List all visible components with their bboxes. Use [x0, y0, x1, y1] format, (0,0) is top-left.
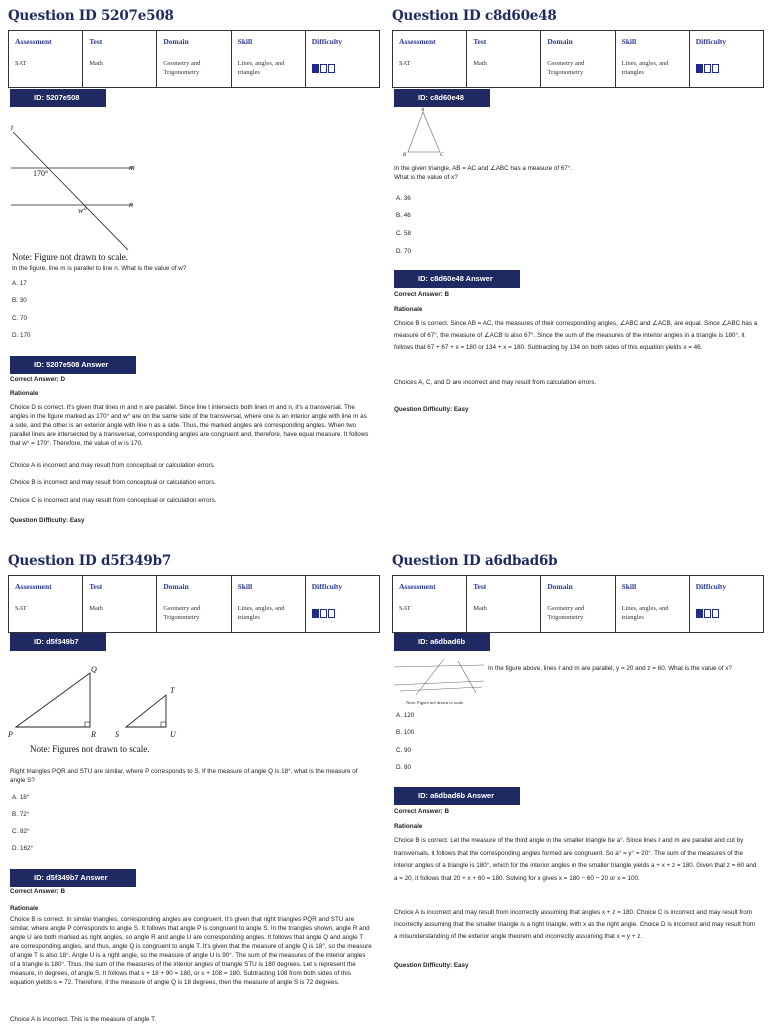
meta-header-skill: Skill: [621, 582, 637, 591]
choice-explanation: Choice A is incorrect. This is the measure of angle T.: [10, 1016, 157, 1023]
answer-id-bar: ID: a6dbad6b Answer: [394, 787, 520, 805]
meta-table: [8, 30, 380, 88]
difficulty-meter-icon: [696, 604, 720, 621]
question-title: Question ID 5207e508: [8, 8, 174, 24]
choice-explanation: Choices A, C, and D are incorrect and may result from calculation errors.: [394, 379, 597, 386]
meta-domain: Geometry and Trigonometry: [163, 605, 201, 621]
question-text: In the figure, line m is parallel to line n. What is the value of w?: [12, 265, 187, 272]
question-difficulty: Question Difficulty: Easy: [10, 517, 85, 524]
answer-option: A. 17: [12, 280, 27, 287]
answer-option: A. 120: [396, 712, 415, 719]
rationale-text: Choice B is correct. Let the measure of the third angle in the smaller triangle be a°. Since lines ℓ and m are parallel and cut by transversals, it follows that the corresponding angles formed are congruent. So a° = y° = 20°. The sum of the measures of the interior angles of a triangle is 180°, which for the interior angles in the smaller triangle yields a + x + z = 180. Given that z = 60 and a = 20, it follows that 20 + x + 60 = 180. Solving for x gives x = 180 − 60 − 20 or x = 100.: [394, 837, 757, 882]
similar-triangles-figure: [8, 665, 188, 740]
question-text: In the given triangle, AB = AC and ∠ABC has a measure of 67°. What is the value of x?: [394, 165, 573, 181]
label-a: A: [421, 108, 425, 113]
rationale-heading: Rationale: [394, 823, 423, 830]
question-difficulty: Question Difficulty: Easy: [394, 406, 469, 413]
meta-test: Math: [89, 605, 103, 612]
meta-skill: Lines, angles, and triangles: [237, 605, 285, 621]
label-p: P: [8, 730, 13, 739]
answer-option: D. 170: [12, 332, 31, 339]
answer-id-bar: ID: 5207e508 Answer: [10, 356, 136, 374]
meta-assessment: SAT: [399, 605, 411, 612]
label-b: B: [403, 153, 407, 158]
question-card: [8, 0, 384, 512]
question-id-bar: ID: 5207e508: [10, 89, 106, 107]
meta-test: Math: [473, 60, 487, 67]
meta-header-domain: Domain: [163, 582, 189, 591]
question-card: [8, 545, 384, 1024]
question-difficulty: Question Difficulty: Easy: [394, 962, 469, 969]
label-q: Q: [91, 665, 97, 674]
correct-answer: Correct Answer: B: [394, 291, 450, 298]
meta-header-domain: Domain: [547, 582, 573, 591]
meta-test: Math: [89, 60, 103, 67]
answer-option: B. 72°: [12, 811, 30, 818]
rationale-heading: Rationale: [10, 905, 39, 912]
rationale-heading: Rationale: [394, 306, 423, 313]
meta-header-difficulty: Difficulty: [695, 37, 727, 46]
answer-option: B. 46: [396, 212, 411, 219]
correct-answer: Correct Answer: B: [394, 808, 450, 815]
label-m: m: [129, 163, 135, 172]
label-s: S: [115, 730, 119, 739]
label-angle-170: 170°: [33, 169, 49, 178]
meta-header-test: Test: [89, 582, 103, 591]
meta-header-difficulty: Difficulty: [311, 37, 343, 46]
rationale-heading: Rationale: [10, 390, 39, 397]
question-title: Question ID d5f349b7: [8, 553, 172, 569]
meta-skill: Lines, angles, and triangles: [621, 605, 669, 621]
parallel-lines-figure: [8, 120, 138, 250]
label-n: n: [129, 200, 133, 209]
meta-skill: Lines, angles, and triangles: [237, 60, 285, 76]
correct-answer: Correct Answer: B: [10, 888, 66, 895]
meta-test: Math: [473, 605, 487, 612]
meta-header-difficulty: Difficulty: [311, 582, 343, 591]
difficulty-meter-icon: [696, 59, 720, 76]
meta-assessment: SAT: [399, 60, 411, 67]
meta-table: [392, 30, 764, 88]
answer-option: B. 100: [396, 729, 415, 736]
meta-header-assessment: Assessment: [399, 582, 436, 591]
choice-explanation: Choice C is incorrect and may result from conceptual or calculation errors.: [10, 497, 217, 504]
meta-skill: Lines, angles, and triangles: [621, 60, 669, 76]
answer-option: C. 70: [12, 315, 28, 322]
label-c: C: [440, 153, 444, 158]
answer-option: D. 70: [396, 248, 412, 255]
meta-header-test: Test: [473, 582, 487, 591]
meta-domain: Geometry and Trigonometry: [163, 60, 201, 76]
question-text: In the figure above, lines ℓ and m are parallel, y = 20 and z = 60. What is the value of x?: [488, 665, 732, 672]
difficulty-meter-icon: [312, 604, 336, 621]
rationale-text: Choice B is correct. In similar triangles, corresponding angles are congruent. It's given that right triangles PQR and STU are similar, where angle P corresponds to angle S. It follows that angle P is congruent to angle S. In the triangles shown, angle R and angle U are both marked as right angles, so angle R and angle U are corresponding angles. It follows that angle Q and angle T are corresponding angles, and thus, angle Q is congruent to angle T. It's given that the measure of angle Q is 18°, so the measure of angle T is also 18°. Angle U is a right angle, so the measure of angle U is 90°. The sum of the measures of the interior angles of a triangle is 180°. Thus, the sum of the measures of the interior angles of triangle STU is 180 degrees. Let s represent the measure, in degrees, of angle S. It follows that s + 18 + 90 = 180, or s + 108 = 180. Subtracting 108 from both sides of this equation yields s = 72. Therefore, if the measure of angle Q is 18 degrees, then the measure of angle S is 72 degrees.: [10, 916, 372, 986]
meta-header-skill: Skill: [237, 582, 253, 591]
choice-explanation: Choice B is incorrect and may result from conceptual or calculation errors.: [10, 479, 217, 486]
rationale-text: Choice B is correct. Since AB = AC, the measures of their corresponding angles, ∠ABC and ∠ACB, are equal. Since ∠ABC has a measure of 67°, the measure of ∠ACB is also 67°. Since the sum of the measures of the interior angles in a triangle is 180°, it follows that 67 + 67 + x = 180 or 134 + x = 180. Subtracting by 134 on both sides of this equation yields x = 46.: [394, 320, 758, 351]
meta-assessment: SAT: [15, 605, 27, 612]
figure-note: Note: Figure not drawn to scale.: [12, 252, 128, 262]
meta-header-skill: Skill: [621, 37, 637, 46]
question-title: Question ID a6dbad6b: [392, 553, 558, 569]
question-id-bar: ID: a6dbad6b: [394, 633, 490, 651]
choice-explanation: Choice A is incorrect and may result from conceptual or calculation errors.: [10, 462, 216, 469]
meta-domain: Geometry and Trigonometry: [547, 60, 585, 76]
question-card: [392, 0, 768, 512]
meta-header-domain: Domain: [547, 37, 573, 46]
rationale-text: Choice D is correct. It's given that lines m and n are parallel. Since line t intersects both lines m and n, it's a transversal. The angles in the figure marked as 170° and w° are on the same side of the transversal, where one is an interior angle with line m as a side, and the other is an exterior angle with line n as a side. Thus, the marked angles are corresponding angles. When two parallel lines are intersected by a transversal, corresponding angles are congruent and, therefore, have equal measure. It follows that w° = 170°. Therefore, the value of w is 170.: [10, 404, 369, 447]
meta-assessment: SAT: [15, 60, 27, 67]
answer-option: A. 18°: [12, 794, 30, 801]
figure-note: Note: Figures not drawn to scale.: [30, 744, 150, 754]
figure-note: Note: Figure not drawn to scale.: [406, 700, 464, 705]
answer-option: D. 162°: [12, 845, 34, 852]
question-id-bar: ID: c8d60e48: [394, 89, 490, 107]
answer-option: C. 58: [396, 230, 412, 237]
meta-header-test: Test: [473, 37, 487, 46]
meta-header-difficulty: Difficulty: [695, 582, 727, 591]
label-t: T: [170, 686, 175, 695]
correct-answer: Correct Answer: D: [10, 376, 66, 383]
meta-header-assessment: Assessment: [399, 37, 436, 46]
meta-header-skill: Skill: [237, 37, 253, 46]
meta-header-assessment: Assessment: [15, 37, 52, 46]
answer-option: B. 30: [12, 297, 27, 304]
choice-explanation: Choice A is incorrect and may result from incorrectly assuming that angles x + z = 180. Choice C is incorrect and may result from incorrectly assuming that the smaller triangle is a right triangle, with x as the right angle. Choice D is incorrect and may result from a misunderstanding of the exterior angle theorem and incorrectly assuming that x = y + z.: [394, 909, 756, 940]
question-text: Right triangles PQR and STU are similar, where P corresponds to S. If the measure of angle Q is 18°, what is the measure of angle S?: [10, 768, 358, 784]
answer-id-bar: ID: d5f349b7 Answer: [10, 869, 136, 887]
meta-header-domain: Domain: [163, 37, 189, 46]
meta-table: [8, 575, 380, 633]
answer-option: C. 82°: [12, 828, 30, 835]
parallel-lines-triangle-figure: [392, 657, 487, 702]
meta-header-test: Test: [89, 37, 103, 46]
meta-table: [392, 575, 764, 633]
answer-option: D. 80: [396, 764, 412, 771]
label-r: R: [91, 730, 96, 739]
answer-option: C. 90: [396, 747, 412, 754]
label-angle-w: w°: [78, 206, 87, 215]
difficulty-meter-icon: [312, 59, 336, 76]
label-u: U: [170, 730, 176, 739]
label-t: t: [11, 123, 14, 132]
answer-option: A. 36: [396, 195, 411, 202]
answer-id-bar: ID: c8d60e48 Answer: [394, 270, 520, 288]
question-id-bar: ID: d5f349b7: [10, 633, 106, 651]
triangle-figure: [398, 108, 448, 158]
question-card: [392, 545, 768, 1024]
meta-header-assessment: Assessment: [15, 582, 52, 591]
question-title: Question ID c8d60e48: [392, 8, 557, 24]
meta-domain: Geometry and Trigonometry: [547, 605, 585, 621]
